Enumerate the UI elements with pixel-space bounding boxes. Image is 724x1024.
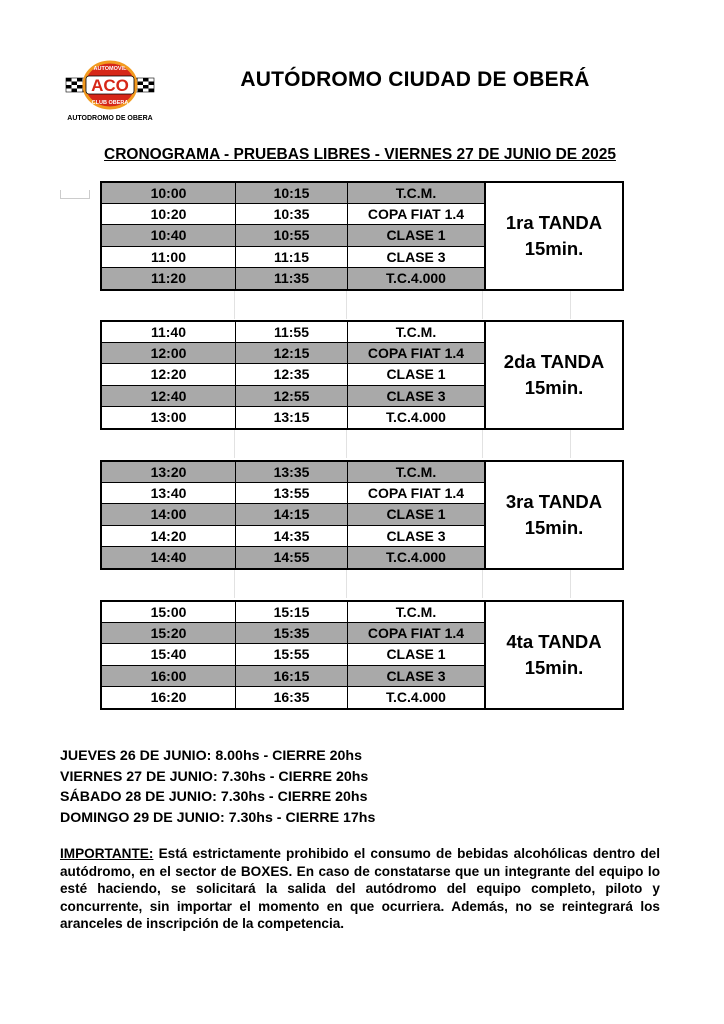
end-time-cell: 12:35 — [236, 364, 348, 384]
table-row — [102, 602, 484, 623]
end-time-cell: 12:15 — [236, 343, 348, 363]
tanda-name: 1ra TANDA — [505, 212, 603, 233]
end-time-cell: 15:35 — [236, 623, 348, 643]
end-time-cell: 11:55 — [236, 322, 348, 342]
category-cell: T.C.M. — [395, 604, 437, 621]
tanda-duration: 15min. — [524, 238, 584, 259]
category-cell: COPA FIAT 1.4 — [367, 206, 465, 223]
category-cell: T.C.M. — [395, 185, 437, 202]
opening-hours-line: DOMINGO 29 DE JUNIO: 7.30hs - CIERRE 17hs — [60, 809, 376, 826]
tanda-duration: 15min. — [524, 657, 584, 678]
category-cell: CLASE 1 — [386, 227, 446, 244]
start-time-cell: 15:20 — [102, 623, 236, 643]
category-cell: CLASE 3 — [386, 387, 446, 404]
category-cell: CLASE 1 — [386, 506, 446, 523]
faint-gridline — [346, 570, 347, 598]
category-cell: COPA FIAT 1.4 — [367, 625, 465, 642]
start-time-cell: 12:20 — [102, 364, 236, 384]
category-cell: CLASE 3 — [386, 667, 446, 684]
category-cell: COPA FIAT 1.4 — [367, 345, 465, 362]
svg-text:CLUB OBERA: CLUB OBERA — [91, 100, 129, 106]
tanda-duration: 15min. — [524, 377, 584, 398]
tanda-label — [484, 462, 622, 568]
table-row — [102, 462, 484, 483]
faint-gridline — [482, 291, 483, 319]
faint-gridline — [346, 291, 347, 319]
end-time-cell: 14:55 — [236, 547, 348, 568]
faint-gridline — [234, 291, 235, 319]
table-spacer — [100, 291, 624, 319]
end-time-cell: 16:35 — [236, 687, 348, 708]
faint-gridline — [570, 570, 571, 598]
faint-gridline — [482, 430, 483, 458]
end-time-cell: 10:55 — [236, 225, 348, 245]
start-time-cell: 12:40 — [102, 386, 236, 406]
table-row — [102, 666, 484, 687]
start-time-cell: 12:00 — [102, 343, 236, 363]
end-time-cell: 11:15 — [236, 247, 348, 267]
opening-hours — [60, 746, 375, 828]
end-time-cell: 12:55 — [236, 386, 348, 406]
page-subtitle: CRONOGRAMA - PRUEBAS LIBRES - VIERNES 27 DE JUNIO DE 2025 — [104, 146, 616, 163]
start-time-cell: 11:20 — [102, 268, 236, 289]
end-time-cell: 14:15 — [236, 504, 348, 524]
table-row — [102, 204, 484, 225]
svg-text:AUTODROMO DE OBERA: AUTODROMO DE OBERA — [67, 115, 153, 122]
start-time-cell: 15:40 — [102, 644, 236, 664]
table-row — [102, 183, 484, 204]
table-row — [102, 644, 484, 665]
faint-gridline — [570, 291, 571, 319]
table-row — [102, 547, 484, 568]
start-time-cell: 13:40 — [102, 483, 236, 503]
start-time-cell: 13:00 — [102, 407, 236, 428]
end-time-cell: 10:35 — [236, 204, 348, 224]
table-row — [102, 526, 484, 547]
category-cell: CLASE 1 — [386, 646, 446, 663]
table-spacer — [100, 430, 624, 458]
end-time-cell: 16:15 — [236, 666, 348, 686]
end-time-cell: 11:35 — [236, 268, 348, 289]
faint-gridline — [482, 570, 483, 598]
start-time-cell: 14:00 — [102, 504, 236, 524]
faint-gridline — [346, 430, 347, 458]
notice-body: Está estrictamente prohibido el consumo de bebidas alcohólicas dentro del autódromo, en el sector de BOXES. En caso de constatarse que un integrante del equipo lo esté haciendo, se solicitará la salida del autódromo del equipo completo, piloto y concurrente, sin importar el momento en que ocurriera. Además, no se reintegrará los aranceles de inscripción de la competencia. — [60, 846, 660, 931]
important-notice — [60, 845, 660, 933]
table-row — [102, 322, 484, 343]
tanda-duration: 15min. — [524, 517, 584, 538]
category-cell: CLASE 3 — [386, 248, 446, 265]
tanda-label — [484, 602, 622, 708]
end-time-cell: 13:35 — [236, 462, 348, 482]
start-time-cell: 11:40 — [102, 322, 236, 342]
category-cell: T.C.M. — [395, 324, 437, 341]
tanda-block — [100, 600, 624, 710]
start-time-cell: 16:20 — [102, 687, 236, 708]
category-cell: T.C.M. — [395, 464, 437, 481]
faint-gridline — [570, 430, 571, 458]
tanda-name: 2da TANDA — [503, 351, 605, 372]
table-spacer — [100, 570, 624, 598]
faint-gridline — [234, 430, 235, 458]
category-cell: CLASE 1 — [386, 366, 446, 383]
start-time-cell: 11:00 — [102, 247, 236, 267]
table-row — [102, 386, 484, 407]
tanda-rows — [102, 183, 484, 289]
tanda-block — [100, 460, 624, 570]
category-cell: CLASE 3 — [386, 527, 446, 544]
end-time-cell: 10:15 — [236, 183, 348, 203]
table-row — [102, 623, 484, 644]
tanda-label — [484, 322, 622, 428]
category-cell: T.C.4.000 — [386, 270, 446, 287]
tanda-block — [100, 181, 624, 291]
table-row — [102, 268, 484, 289]
opening-hours-line: VIERNES 27 DE JUNIO: 7.30hs - CIERRE 20hs — [60, 768, 369, 785]
tanda-rows — [102, 322, 484, 428]
logo — [62, 52, 158, 124]
start-time-cell: 14:40 — [102, 547, 236, 568]
end-time-cell: 13:15 — [236, 407, 348, 428]
tanda-label — [484, 183, 622, 289]
start-time-cell: 10:40 — [102, 225, 236, 245]
end-time-cell: 14:35 — [236, 526, 348, 546]
tanda-name: 3ra TANDA — [505, 491, 603, 512]
table-row — [102, 225, 484, 246]
start-time-cell: 16:00 — [102, 666, 236, 686]
table-row — [102, 364, 484, 385]
category-cell: T.C.4.000 — [386, 689, 446, 706]
opening-hours-line: SÁBADO 28 DE JUNIO: 7.30hs - CIERRE 20hs — [60, 789, 368, 805]
table-row — [102, 407, 484, 428]
table-row — [102, 343, 484, 364]
table-row — [102, 247, 484, 268]
start-time-cell: 13:20 — [102, 462, 236, 482]
table-row — [102, 483, 484, 504]
corner-mark — [60, 190, 90, 199]
tanda-rows — [102, 462, 484, 568]
tanda-rows — [102, 602, 484, 708]
tanda-name: 4ta TANDA — [506, 631, 602, 652]
notice-heading: IMPORTANTE: — [60, 846, 154, 861]
end-time-cell: 15:15 — [236, 602, 348, 622]
start-time-cell: 15:00 — [102, 602, 236, 622]
table-row — [102, 687, 484, 708]
end-time-cell: 13:55 — [236, 483, 348, 503]
table-row — [102, 504, 484, 525]
start-time-cell: 10:00 — [102, 183, 236, 203]
category-cell: T.C.4.000 — [386, 409, 446, 426]
end-time-cell: 15:55 — [236, 644, 348, 664]
svg-text:ACO: ACO — [91, 76, 129, 95]
opening-hours-line: JUEVES 26 DE JUNIO: 8.00hs - CIERRE 20hs — [60, 748, 362, 764]
category-cell: COPA FIAT 1.4 — [367, 485, 465, 502]
page-title: AUTÓDROMO CIUDAD DE OBERÁ — [240, 68, 590, 91]
faint-gridline — [234, 570, 235, 598]
start-time-cell: 10:20 — [102, 204, 236, 224]
category-cell: T.C.4.000 — [386, 549, 446, 566]
start-time-cell: 14:20 — [102, 526, 236, 546]
tanda-block — [100, 320, 624, 430]
svg-text:AUTOMOVIL: AUTOMOVIL — [93, 66, 127, 72]
